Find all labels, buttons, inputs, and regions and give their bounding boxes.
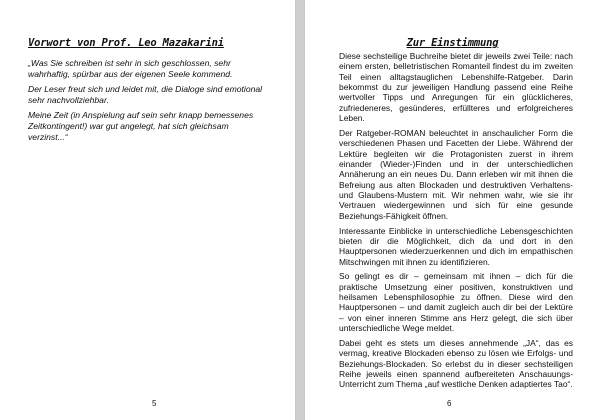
quote-paragraph: „Was Sie schreiben ist sehr in sich geschlossen, sehr wahrhaftig, spürbar aus der eigenen Seele kommend. [28, 58, 233, 79]
body-paragraph: Diese sechsteilige Buchreihe bietet dir jeweils zwei Teile: nach einem ersten, belletristischen Romanteil findest du im zweiten Teil einen alltagstauglichen Lebenshilfe-Ratgeber. Darin bekommst du zur jeweiligen Handlung passend eine Reihe wertvoller Tipps und Anregungen für ein glücklicheres, zufriedeneres, gesünderes, erfüllteres und erfolgreicheres Leben. [339, 51, 573, 124]
right-page-number: 6 [447, 399, 452, 408]
body-paragraph: Dabei geht es stets um dieses annehmende „JA“, das es vermag, kreative Blockaden ebenso zu lösen wie Erfolgs- und Beziehungs-Blockaden. So erlebst du in dieser sechsteiligen Reihe jeweils einen spannend aufbereiteten Anschauungs-Unterricht zum Thema „auf westliche Denken adaptiertes Tao“. [339, 337, 573, 390]
right-page [304, 0, 600, 420]
body-paragraph: Interessante Einblicke in unterschiedliche Lebensgeschichten bieten dir die Möglichkeit, dich da und dort in den Hauptpersonen wiederzuerkennen und dich im empathischen Mitschwingen mit ihnen zu identifizieren. [339, 225, 573, 267]
introduction-text [339, 51, 573, 394]
left-page [0, 0, 296, 420]
right-page-heading: Zur Einstimmung [406, 37, 499, 49]
body-paragraph: Der Ratgeber-ROMAN beleuchtet in anschaulicher Form die verschiedenen Phasen und Facetten der Liebe. Während der Lektüre begleiten wir die Protagonisten zuerst in ihrem einander (Wieder-)Finden und in der unterschiedlichen Annäherung an ein neues Du. Dann erleben wir mit ihnen die Befreiung aus alten Blockaden und destruktiven Verhaltens- und Glaubens-Mustern mit. Wir nehmen wahr, wie sie ihr Vertrauen wiedergewinnen und sich für eine gesunde Beziehungs-Fähigkeit öffnen. [339, 127, 573, 221]
quote-paragraph: Meine Zeit (in Anspielung auf sein sehr knapp bemessenes Zeitkontingent!) war gut angelegt, hat sich gleichsam verzinst...“ [28, 110, 254, 142]
left-page-number: 5 [152, 399, 157, 408]
left-page-heading: Vorwort von Prof. Leo Mazakarini [28, 37, 224, 49]
body-paragraph: So gelingt es dir – gemeinsam mit ihnen – dich für die praktische Umsetzung einer positiven, konstruktiven und heilsamen Lebensphilosophie zu öffnen. Diese wird den Hauptpersonen – und damit zugleich auch dir bei der Lektüre – von einer inneren Stimme ans Herz gelegt, die sich über unterschiedliche Wege meldet. [339, 271, 573, 334]
quote-paragraph: Der Leser freut sich und leidet mit, die Dialoge sind emotional sehr nachvollziehbar. [28, 84, 263, 105]
foreword-quote [28, 58, 264, 147]
